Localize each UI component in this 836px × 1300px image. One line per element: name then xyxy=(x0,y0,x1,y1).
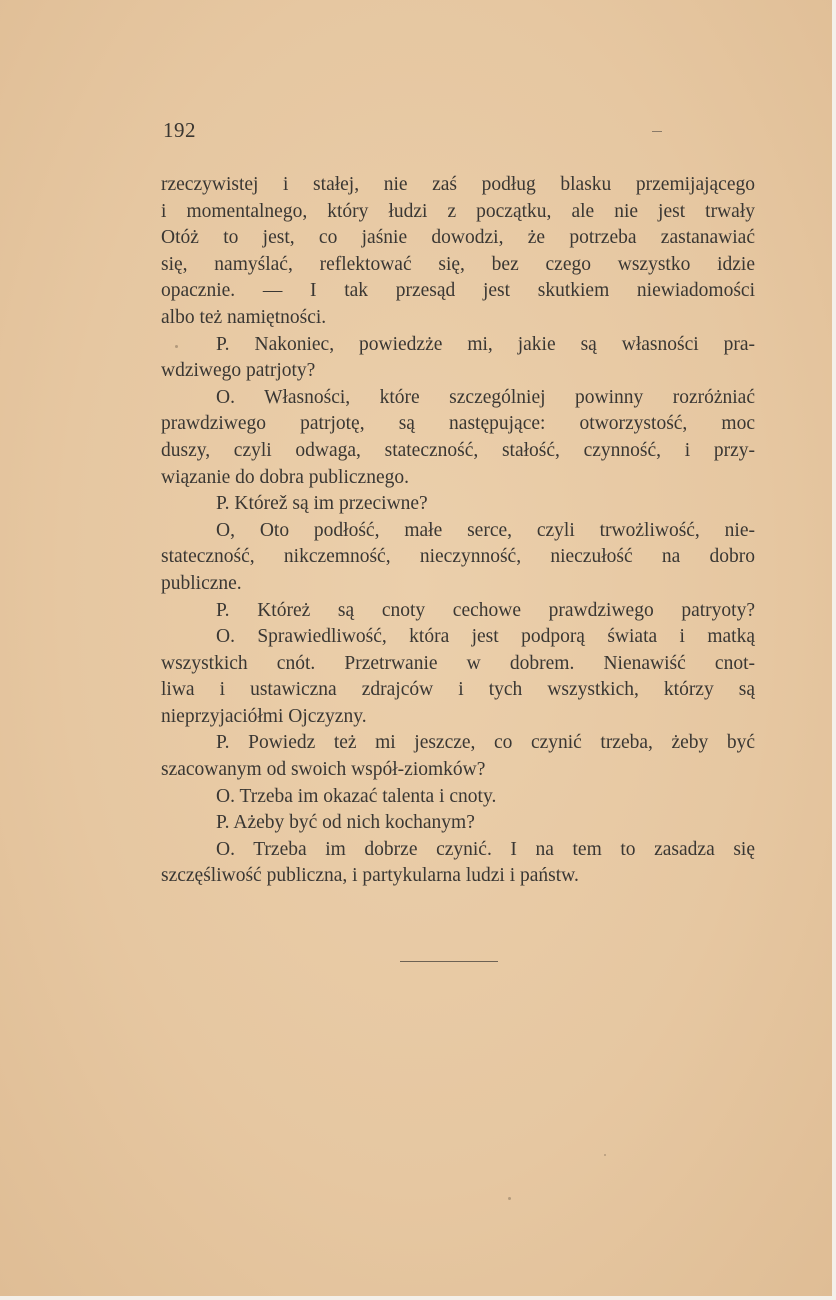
text-line: P. Ażeby być od nich kochanym? xyxy=(216,812,475,834)
text-line: liwa i ustawiczna zdrajców i tych wszystkich, którzy są xyxy=(161,679,755,701)
text-line: duszy, czyli odwaga, stateczność, stałość, czynność, i przy- xyxy=(161,439,755,461)
text-line: szczęśliwość publiczna, i partykularna ludzi i państw. xyxy=(161,865,579,887)
paper-speck xyxy=(508,1197,511,1200)
text-line: prawdziwego patrjotę, są następujące: otworzystość, moc xyxy=(161,413,755,435)
text-line: rzeczywistej i stałej, nie zaś podług blasku przemijającego xyxy=(161,174,755,195)
text-line: P. Którež są im przeciwne? xyxy=(216,493,428,515)
header-dash xyxy=(652,131,662,132)
text-line: P. Któreż są cnoty cechowe prawdziwego patryoty? xyxy=(216,599,755,621)
text-line: O. Trzeba im okazać talenta i cnoty. xyxy=(216,785,497,807)
text-line: wdziwego patrjoty? xyxy=(161,360,316,382)
text-line: się, namyślać, reflektować się, bez czego wszystko idzie xyxy=(161,253,755,275)
text-line: P. Nakoniec, powiedzże mi, jakie są własności pra- xyxy=(216,333,755,355)
text-line: O. Własności, które szczególniej powinny rozróżniać xyxy=(216,386,755,408)
text-line: albo też namiętności. xyxy=(161,306,327,328)
paper-speck xyxy=(604,1154,606,1156)
text-line: O, Oto podłość, małe serce, czyli trwożliwość, nie- xyxy=(216,519,755,541)
text-line: Otóż to jest, co jaśnie dowodzi, że potrzeba zastanawiać xyxy=(161,227,755,249)
page-number: 192 xyxy=(163,118,196,142)
text-line: wiązanie do dobra publicznego. xyxy=(161,466,409,488)
body-text xyxy=(161,172,755,890)
text-line: wszystkich cnót. Przetrwanie w dobrem. Nienawiść cnot- xyxy=(161,652,755,674)
text-line: stateczność, nikczemność, nieczynność, nieczułość na dobro xyxy=(161,546,755,568)
paper-speck xyxy=(175,345,178,348)
text-line: i momentalnego, który łudzi z początku, ale nie jest trwały xyxy=(161,200,755,222)
text-line: P. Powiedz też mi jeszcze, co czynić trzeba, żeby być xyxy=(216,732,755,754)
text-line: publiczne. xyxy=(161,572,242,594)
text-line: opacznie. — I tak przesąd jest skutkiem niewiadomości xyxy=(161,280,755,302)
text-line: O. Trzeba im dobrze czynić. I na tem to zasadza się xyxy=(216,838,755,860)
text-line: nieprzyjaciółmi Ojczyzny. xyxy=(161,705,367,727)
end-rule xyxy=(400,961,498,962)
text-line: O. Sprawiedliwość, która jest podporą świata i matką xyxy=(216,626,755,648)
text-line: szacowanym od swoich współ-ziomków? xyxy=(161,759,486,781)
